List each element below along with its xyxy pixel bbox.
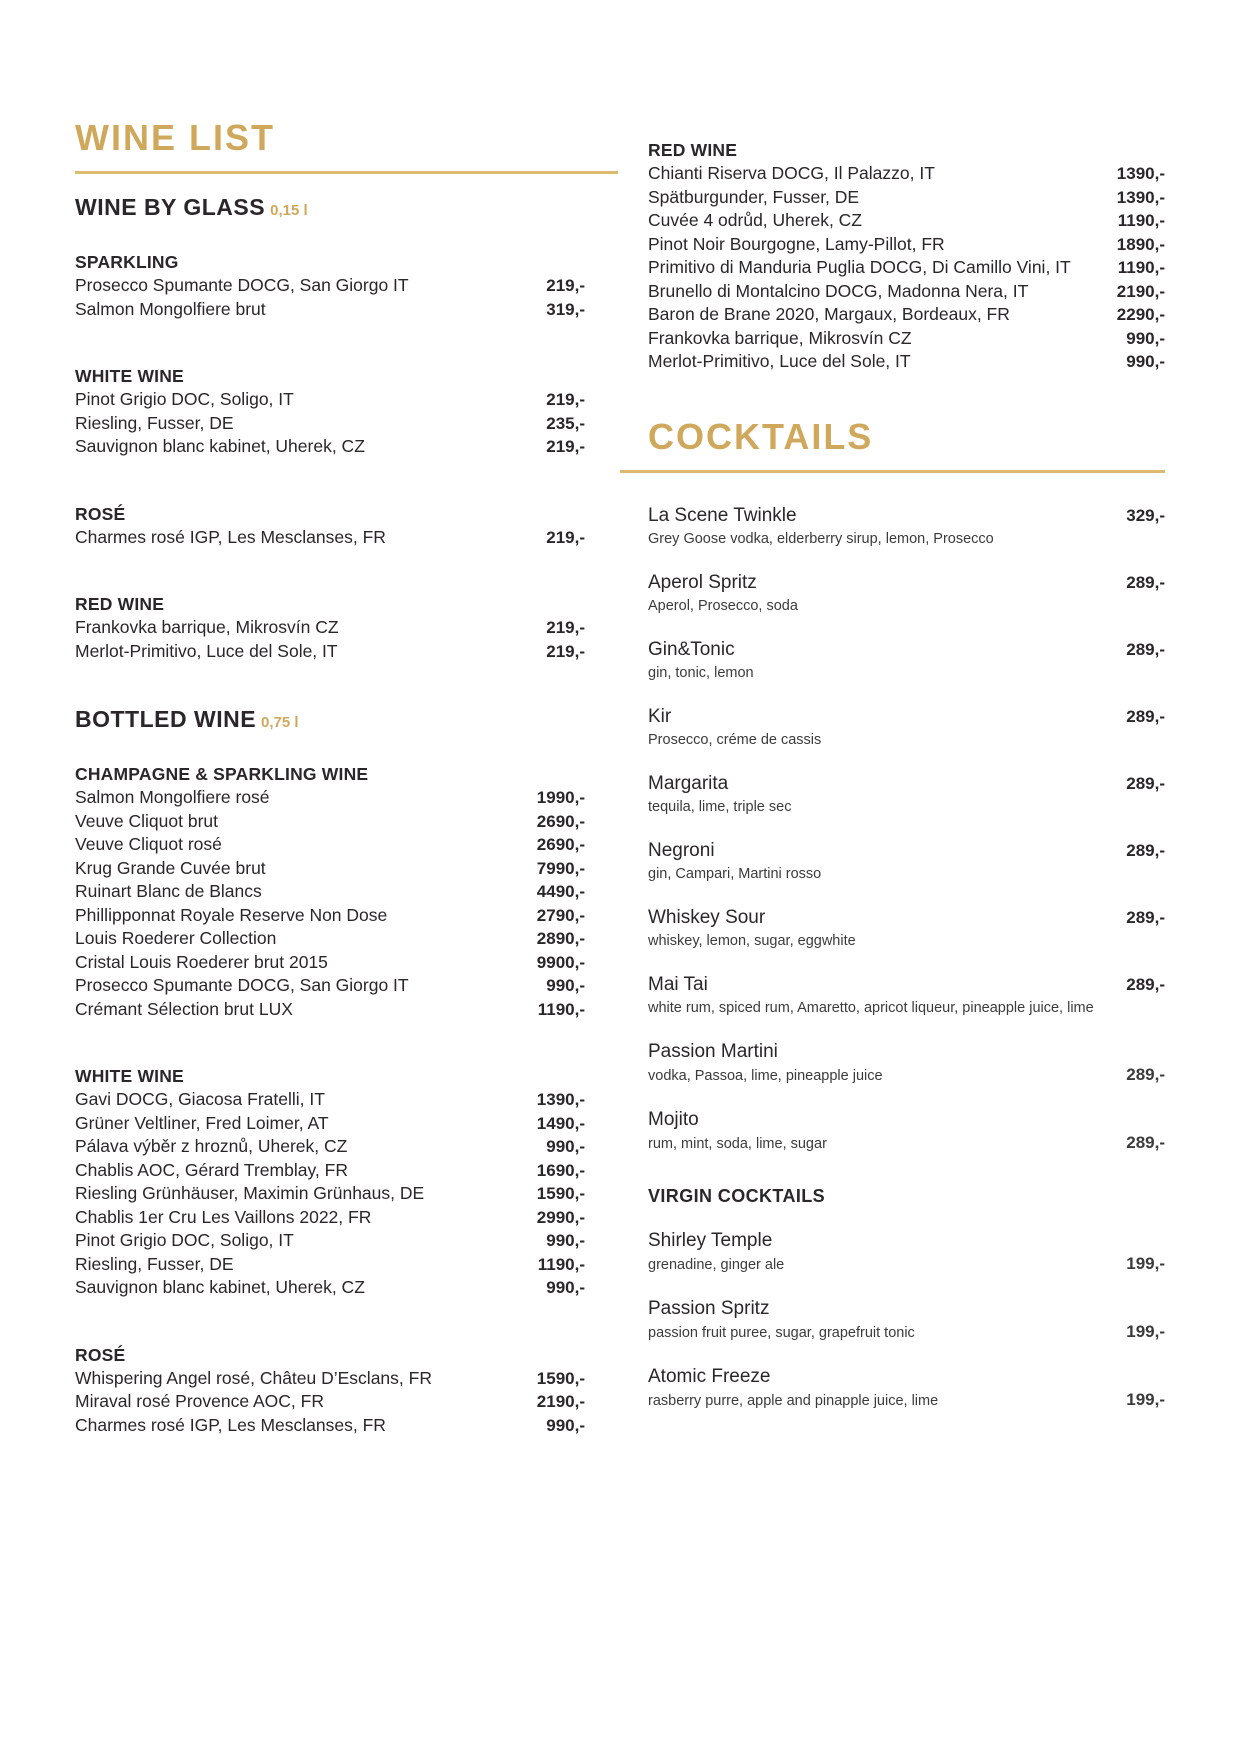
wine-item-row xyxy=(75,298,585,322)
wine-price: 219,- xyxy=(546,618,585,637)
wine-name: Sauvignon blanc kabinet, Uherek, CZ xyxy=(75,436,365,456)
cocktail-price: 289,- xyxy=(1126,1132,1165,1152)
wine-name: Pinot Grigio DOC, Soligo, IT xyxy=(75,1230,294,1250)
wine-group xyxy=(75,364,585,459)
section-volume: 0,75 l xyxy=(261,714,299,731)
wine-item-row xyxy=(75,1253,585,1277)
wine-price: 7990,- xyxy=(536,858,585,878)
cocktail-item xyxy=(648,1228,1165,1275)
cocktail-ingredients: Prosecco, créme de cassis xyxy=(648,731,822,748)
wine-name: Frankovka barrique, Mikrosvín CZ xyxy=(648,327,912,348)
cocktail-desc-row xyxy=(648,1390,1165,1411)
wine-price: 1390,- xyxy=(1116,164,1165,183)
wine-items xyxy=(75,616,585,663)
wine-name: Grüner Veltliner, Fred Loimer, AT xyxy=(75,1112,329,1133)
wine-section xyxy=(75,194,585,663)
wine-price: 1390,- xyxy=(536,1090,585,1109)
cocktail-desc-row xyxy=(648,1133,1165,1154)
wine-item-row xyxy=(75,388,585,412)
wine-groups xyxy=(75,762,585,1437)
wine-price: 219,- xyxy=(546,390,585,409)
wine-name: Primitivo di Manduria Puglia DOCG, Di Camillo Vini, IT xyxy=(648,257,1071,277)
cocktail-desc-row xyxy=(648,1065,1165,1086)
cocktail-desc-row xyxy=(648,663,1165,683)
cocktail-list xyxy=(648,503,1165,1154)
wine-price: 219,- xyxy=(546,641,585,661)
wine-item-row xyxy=(75,904,585,928)
cocktail-name: Gin&Tonic xyxy=(648,638,735,660)
cocktail-price: 289,- xyxy=(1126,572,1165,592)
cocktail-item xyxy=(648,1296,1165,1343)
wine-name: Merlot-Primitivo, Luce del Sole, IT xyxy=(648,351,911,371)
wine-name: Salmon Mongolfiere rosé xyxy=(75,787,270,807)
cocktail-price: 329,- xyxy=(1126,505,1165,525)
wine-items xyxy=(75,388,585,459)
cocktail-desc-row xyxy=(648,797,1165,817)
cocktail-name: Mai Tai xyxy=(648,973,708,995)
cocktail-ingredients: whiskey, lemon, sugar, eggwhite xyxy=(648,932,856,949)
right-column xyxy=(648,138,1165,1432)
wine-price: 2990,- xyxy=(536,1207,585,1227)
wine-price: 219,- xyxy=(546,276,585,295)
wine-item-row xyxy=(648,233,1165,257)
cocktail-ingredients: grenadine, ginger ale xyxy=(648,1256,785,1273)
wine-name: Brunello di Montalcino DOCG, Madonna Nera, IT xyxy=(648,280,1029,301)
cocktail-name-row xyxy=(648,570,1165,596)
wine-item-row xyxy=(75,833,585,857)
wine-price: 1490,- xyxy=(536,1113,585,1133)
wine-price: 4490,- xyxy=(536,882,585,901)
cocktail-price: 289,- xyxy=(1126,840,1165,860)
wine-item-row xyxy=(648,327,1165,351)
wine-name: Crémant Sélection brut LUX xyxy=(75,998,293,1019)
wine-name: Spätburgunder, Fusser, DE xyxy=(648,186,860,207)
wine-price: 1190,- xyxy=(537,1254,585,1274)
wine-item-row xyxy=(75,998,585,1022)
wine-name: Pálava výběr z hroznů, Uherek, CZ xyxy=(75,1136,348,1156)
wine-groups xyxy=(75,250,585,663)
wine-name: Krug Grande Cuvée brut xyxy=(75,857,266,878)
wine-price: 1390,- xyxy=(1116,187,1165,207)
section-heading xyxy=(75,706,585,736)
wine-name: Cristal Louis Roederer brut 2015 xyxy=(75,951,328,972)
wine-price: 219,- xyxy=(546,527,585,547)
wine-price: 2290,- xyxy=(1116,305,1165,324)
cocktail-name-row xyxy=(648,1364,1165,1390)
cocktail-item xyxy=(648,704,1165,750)
wine-item-row xyxy=(75,526,585,550)
cocktail-ingredients: vodka, Passoa, lime, pineapple juice xyxy=(648,1067,883,1084)
wine-price: 319,- xyxy=(546,299,585,319)
wine-item-row xyxy=(75,857,585,881)
cocktail-item xyxy=(648,1107,1165,1154)
wine-item-row xyxy=(75,1229,585,1253)
cocktail-name: La Scene Twinkle xyxy=(648,504,797,526)
wine-group-heading: RED WINE xyxy=(75,594,165,614)
wine-price: 990,- xyxy=(546,1137,585,1156)
cocktail-name-row xyxy=(648,503,1165,529)
cocktail-name: Mojito xyxy=(648,1108,699,1130)
cocktail-price: 199,- xyxy=(1126,1321,1165,1341)
wine-group-heading: RED WINE xyxy=(648,140,738,160)
cocktail-item xyxy=(648,905,1165,951)
wine-group-heading: WHITE WINE xyxy=(75,1066,184,1086)
cocktail-item xyxy=(648,637,1165,683)
cocktail-item xyxy=(648,503,1165,549)
wine-price: 2190,- xyxy=(1116,281,1165,301)
cocktail-ingredients: Grey Goose vodka, elderberry sirup, lemon, Prosecco xyxy=(648,530,994,547)
cocktail-item xyxy=(648,972,1165,1018)
wine-price: 235,- xyxy=(546,413,585,433)
wine-name: Gavi DOCG, Giacosa Fratelli, IT xyxy=(75,1089,325,1109)
cocktail-name-row xyxy=(648,838,1165,864)
wine-price: 1590,- xyxy=(536,1184,585,1203)
wine-group-heading: CHAMPAGNE & SPARKLING WINE xyxy=(75,764,369,784)
cocktail-item xyxy=(648,771,1165,817)
cocktail-name: Aperol Spritz xyxy=(648,571,757,593)
cocktail-ingredients: gin, tonic, lemon xyxy=(648,664,754,681)
wine-items xyxy=(75,274,585,321)
wine-name: Frankovka barrique, Mikrosvín CZ xyxy=(75,617,339,637)
wine-sections xyxy=(75,194,585,1437)
wine-price: 2890,- xyxy=(536,929,585,948)
virgin-cocktail-list xyxy=(648,1228,1165,1411)
wine-name: Veuve Cliquot brut xyxy=(75,810,219,831)
cocktail-name: Negroni xyxy=(648,839,715,861)
wine-name: Pinot Noir Bourgogne, Lamy-Pillot, FR xyxy=(648,233,945,254)
wine-price: 219,- xyxy=(546,437,585,456)
cocktail-ingredients: Aperol, Prosecco, soda xyxy=(648,597,798,614)
wine-item-row xyxy=(75,880,585,904)
section-heading-text: BOTTLED WINE xyxy=(75,706,257,732)
wine-price: 990,- xyxy=(1126,352,1165,371)
cocktail-price: 289,- xyxy=(1126,1064,1165,1084)
cocktail-name-row xyxy=(648,1296,1165,1322)
cocktail-price: 289,- xyxy=(1126,974,1165,994)
cocktail-ingredients: rasberry purre, apple and pinapple juice, lime xyxy=(648,1392,939,1409)
wine-name: Chianti Riserva DOCG, Il Palazzo, IT xyxy=(648,163,935,183)
cocktail-desc-row xyxy=(648,596,1165,616)
cocktail-name: Margarita xyxy=(648,772,729,794)
cocktail-item xyxy=(648,838,1165,884)
cocktail-item xyxy=(648,570,1165,616)
wine-name: Phillipponnat Royale Reserve Non Dose xyxy=(75,904,388,925)
cocktail-name: Whiskey Sour xyxy=(648,906,766,928)
cocktail-price: 289,- xyxy=(1126,639,1165,659)
wine-price: 1890,- xyxy=(1116,234,1165,254)
section-heading-text: WINE BY GLASS xyxy=(75,194,266,220)
wine-name: Salmon Mongolfiere brut xyxy=(75,298,266,319)
wine-price: 1990,- xyxy=(536,788,585,807)
wine-price: 990,- xyxy=(1126,328,1165,348)
wine-item-row xyxy=(75,1367,585,1391)
cocktail-item xyxy=(648,1364,1165,1411)
wine-group xyxy=(75,762,585,1021)
wine-name: Sauvignon blanc kabinet, Uherek, CZ xyxy=(75,1277,365,1297)
wine-price: 2690,- xyxy=(536,835,585,854)
cocktail-price: 199,- xyxy=(1126,1389,1165,1409)
cocktail-name: Atomic Freeze xyxy=(648,1365,771,1387)
wine-item-row xyxy=(648,209,1165,233)
wine-items xyxy=(75,1088,585,1300)
cocktail-ingredients: white rum, spiced rum, Amaretto, apricot liqueur, pineapple juice, lime xyxy=(648,999,1094,1016)
wine-item-row xyxy=(75,435,585,459)
wine-price: 990,- xyxy=(546,1278,585,1297)
wine-price: 2190,- xyxy=(536,1392,585,1411)
wine-name: Charmes rosé IGP, Les Mesclanses, FR xyxy=(75,1414,386,1435)
wine-price: 990,- xyxy=(546,1231,585,1250)
wine-item-row xyxy=(648,350,1165,374)
cocktail-name-row xyxy=(648,1228,1165,1254)
wine-name: Ruinart Blanc de Blancs xyxy=(75,881,262,901)
wine-item-row xyxy=(75,616,585,640)
wine-items xyxy=(75,526,585,550)
wine-price: 990,- xyxy=(546,1415,585,1435)
wine-item-row xyxy=(648,303,1165,327)
section-heading xyxy=(75,194,585,224)
wine-items xyxy=(75,786,585,1021)
wine-group xyxy=(75,250,585,321)
cocktail-item xyxy=(648,1039,1165,1086)
cocktail-price: 289,- xyxy=(1126,706,1165,726)
cocktail-name: Shirley Temple xyxy=(648,1229,773,1251)
wine-group-heading: ROSÉ xyxy=(75,1344,126,1365)
wine-item-row xyxy=(75,1276,585,1300)
cocktail-name-row xyxy=(648,704,1165,730)
wine-section xyxy=(75,706,585,1437)
left-column xyxy=(75,118,585,1480)
wine-group xyxy=(75,502,585,550)
gold-divider-left xyxy=(75,171,618,174)
wine-item-row xyxy=(648,186,1165,210)
wine-item-row xyxy=(75,274,585,298)
wine-item-row xyxy=(75,1135,585,1159)
cocktail-name-row xyxy=(648,637,1165,663)
wine-item-row xyxy=(648,256,1165,280)
wine-item-row xyxy=(75,927,585,951)
cocktail-name-row xyxy=(648,972,1165,998)
wine-item-row xyxy=(75,640,585,664)
wine-group xyxy=(75,592,585,663)
wine-name: Miraval rosé Provence AOC, FR xyxy=(75,1391,324,1411)
wine-price: 2790,- xyxy=(536,905,585,925)
wine-name: Chablis 1er Cru Les Vaillons 2022, FR xyxy=(75,1206,372,1227)
wine-name: Louis Roederer Collection xyxy=(75,928,277,948)
wine-item-row xyxy=(75,974,585,998)
cocktail-desc-row xyxy=(648,864,1165,884)
cocktail-name-row xyxy=(648,1107,1165,1133)
wine-name: Charmes rosé IGP, Les Mesclanses, FR xyxy=(75,526,386,547)
wine-group-heading: SPARKLING xyxy=(75,252,179,272)
wine-price: 1190,- xyxy=(1117,258,1165,277)
wine-price: 990,- xyxy=(546,976,585,995)
wine-price: 1190,- xyxy=(1117,211,1165,230)
cocktail-desc-row xyxy=(648,998,1165,1018)
wine-name: Riesling Grünhäuser, Maximin Grünhaus, DE xyxy=(75,1183,425,1203)
wine-group xyxy=(75,1064,585,1300)
wine-price: 1590,- xyxy=(536,1368,585,1388)
wine-item-row xyxy=(75,786,585,810)
cocktail-desc-row xyxy=(648,529,1165,549)
wine-item-row xyxy=(75,1088,585,1112)
wine-item-row xyxy=(75,1390,585,1414)
cocktail-ingredients: rum, mint, soda, lime, sugar xyxy=(648,1135,827,1152)
virgin-cocktails-heading: VIRGIN COCKTAILS xyxy=(648,1185,826,1206)
wine-item-row xyxy=(75,1206,585,1230)
wine-price: 9900,- xyxy=(536,952,585,972)
cocktail-name-row xyxy=(648,771,1165,797)
wine-name: Veuve Cliquot rosé xyxy=(75,834,222,854)
wine-item-row xyxy=(75,412,585,436)
gold-divider-right xyxy=(620,470,1165,473)
cocktail-desc-row xyxy=(648,931,1165,951)
wine-item-row xyxy=(75,1112,585,1136)
cocktail-name-row xyxy=(648,1039,1165,1065)
cocktail-desc-row xyxy=(648,1322,1165,1343)
wine-name: Riesling, Fusser, DE xyxy=(75,412,234,433)
wine-name: Prosecco Spumante DOCG, San Giorgo IT xyxy=(75,275,409,295)
cocktail-ingredients: passion fruit puree, sugar, grapefruit tonic xyxy=(648,1324,915,1341)
section-volume: 0,15 l xyxy=(270,202,308,219)
wine-items xyxy=(75,1367,585,1438)
wine-item-row xyxy=(75,1182,585,1206)
wine-items xyxy=(648,162,1165,374)
wine-group xyxy=(75,1343,585,1438)
cocktail-ingredients: tequila, lime, triple sec xyxy=(648,798,792,815)
cocktail-ingredients: gin, Campari, Martini rosso xyxy=(648,865,822,882)
cocktail-price: 289,- xyxy=(1126,773,1165,793)
cocktail-name-row xyxy=(648,905,1165,931)
cocktail-name: Kir xyxy=(648,705,672,727)
cocktail-name: Passion Spritz xyxy=(648,1297,770,1319)
cocktails-title: COCKTAILS xyxy=(648,415,874,457)
wine-name: Whispering Angel rosé, Châteu D’Esclans, FR xyxy=(75,1367,432,1388)
wine-name: Prosecco Spumante DOCG, San Giorgo IT xyxy=(75,975,409,995)
wine-price: 1690,- xyxy=(536,1160,585,1180)
wine-item-row xyxy=(648,162,1165,186)
wine-group-heading: ROSÉ xyxy=(75,503,126,524)
wine-list-title: WINE LIST xyxy=(75,117,275,158)
red-wine-bottled-group xyxy=(648,138,1165,374)
wine-item-row xyxy=(75,1414,585,1438)
wine-name: Pinot Grigio DOC, Soligo, IT xyxy=(75,389,294,409)
wine-item-row xyxy=(75,951,585,975)
wine-item-row xyxy=(648,280,1165,304)
wine-name: Riesling, Fusser, DE xyxy=(75,1253,234,1274)
wine-price: 2690,- xyxy=(536,811,585,831)
wine-name: Chablis AOC, Gérard Tremblay, FR xyxy=(75,1159,348,1180)
wine-price: 1190,- xyxy=(537,999,585,1019)
cocktail-name: Passion Martini xyxy=(648,1040,778,1062)
wine-name: Merlot-Primitivo, Luce del Sole, IT xyxy=(75,640,338,661)
cocktail-price: 199,- xyxy=(1126,1253,1165,1273)
wine-item-row xyxy=(75,810,585,834)
cocktail-price: 289,- xyxy=(1126,907,1165,927)
wine-group-heading: WHITE WINE xyxy=(75,366,184,386)
wine-name: Cuvée 4 odrůd, Uherek, CZ xyxy=(648,210,862,230)
cocktail-desc-row xyxy=(648,1254,1165,1275)
wine-name: Baron de Brane 2020, Margaux, Bordeaux, FR xyxy=(648,304,1010,324)
cocktail-desc-row xyxy=(648,730,1165,750)
wine-item-row xyxy=(75,1159,585,1183)
